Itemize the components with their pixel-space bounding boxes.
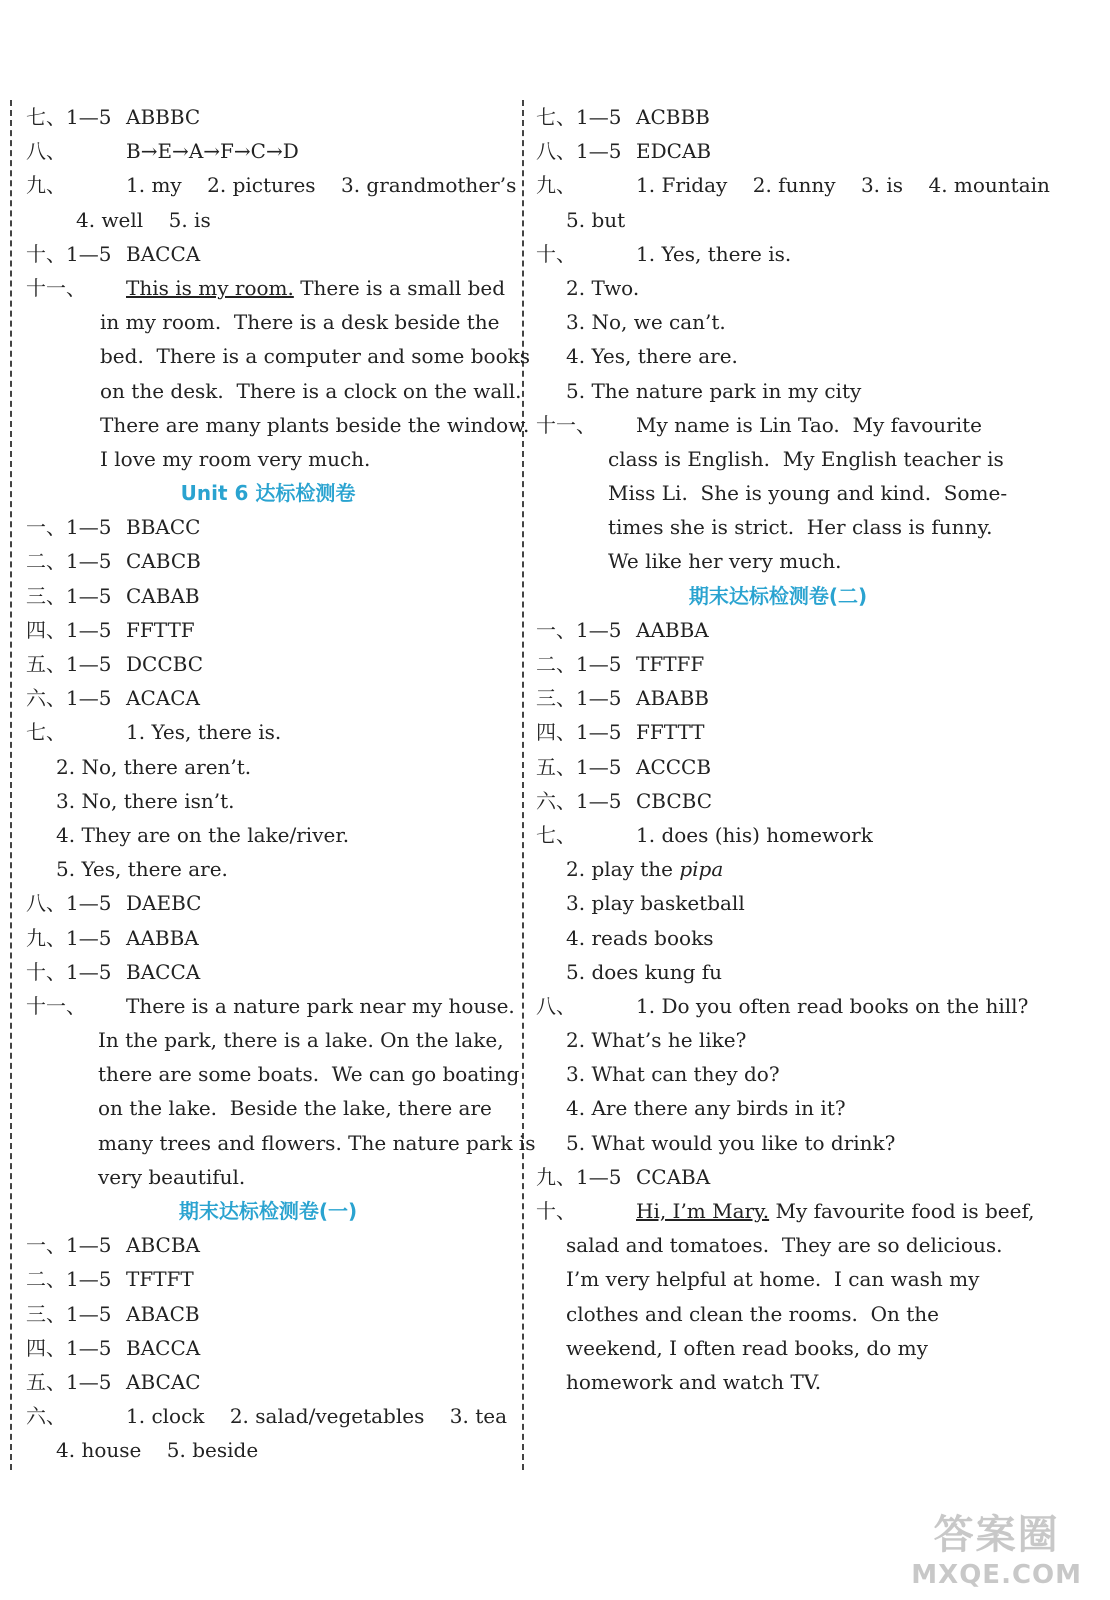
answer-text: salad and tomatoes. They are so delicious.: [566, 1233, 1003, 1258]
question-label: 十、: [536, 241, 576, 266]
answer-text: 2. No, there aren’t.: [56, 754, 252, 779]
watermark-logo: [911, 1503, 1082, 1590]
answer-text: BACCA: [126, 241, 201, 266]
answer-line: [536, 442, 1020, 476]
answer-text: There are many plants beside the window.: [100, 412, 530, 437]
answer-line: [26, 955, 510, 989]
answer-text: FFTTF: [126, 617, 195, 642]
answer-text: ABBBC: [126, 105, 201, 129]
answer-text: 3. play basketball: [566, 891, 745, 916]
answer-text: 5. What would you like to drink?: [566, 1130, 896, 1155]
answer-text: ABCBA: [126, 1233, 200, 1258]
answer-text: EDCAB: [636, 139, 712, 164]
answer-line: [26, 1091, 510, 1125]
answer-line: [536, 921, 1020, 955]
answer-line: [26, 305, 510, 339]
question-label: 六、1—5: [536, 788, 622, 813]
answer-text: CABAB: [126, 583, 200, 608]
question-label: 四、1—5: [26, 617, 112, 642]
question-label: 三、1—5: [536, 686, 622, 711]
question-label: 五、1—5: [26, 1369, 112, 1394]
answer-text: 4. Yes, there are.: [566, 344, 738, 369]
answer-text: AABBA: [126, 925, 199, 950]
answer-line: [536, 476, 1020, 510]
answer-text: BBACC: [126, 515, 201, 540]
answer-text: 5. does kung fu: [566, 959, 723, 984]
answer-text: 3. No, we can’t.: [566, 310, 726, 335]
question-label: 七、1—5: [536, 105, 622, 129]
answer-text: ABABB: [636, 686, 709, 711]
question-label: 十、1—5: [26, 959, 112, 984]
question-label: 十一、: [26, 275, 86, 300]
answer-text: 4. They are on the lake/river.: [56, 822, 350, 847]
question-label: 八、: [26, 139, 66, 164]
question-label: 七、: [536, 822, 576, 847]
answer-text: 4. reads books: [566, 925, 714, 950]
answer-text: bed. There is a computer and some books: [100, 344, 530, 369]
answer-line: [536, 647, 1020, 681]
answer-line: [536, 1194, 1035, 1228]
answer-line: [536, 339, 1020, 373]
watermark-line1: 答案圈: [933, 1512, 1060, 1558]
answer-line: [26, 1365, 510, 1399]
question-label: 三、1—5: [26, 583, 112, 608]
answer-text: I’m very helpful at home. I can wash my: [566, 1267, 980, 1292]
answer-line: [26, 681, 510, 715]
answer-text: 1. Do you often read books on the hill?: [636, 993, 1029, 1018]
answer-text: class is English. My English teacher is: [608, 446, 1004, 471]
answer-text: BACCA: [126, 959, 201, 984]
watermark-line2: MXQE.COM: [911, 1560, 1082, 1590]
answer-text: very beautiful.: [98, 1164, 246, 1189]
question-label: 八、: [536, 993, 576, 1018]
answer-line: [536, 544, 1020, 578]
answer-line: [26, 408, 530, 442]
answer-line: [536, 681, 1020, 715]
answer-text: DCCBC: [126, 652, 204, 676]
answer-text: My favourite food is beef,: [769, 1199, 1035, 1223]
question-label: 四、1—5: [536, 720, 622, 745]
answer-line: [26, 134, 510, 168]
question-label: 三、1—5: [26, 1301, 112, 1326]
answer-line: [26, 921, 510, 955]
left-column: [26, 100, 536, 1468]
answer-line: [536, 852, 1020, 886]
answer-line: [26, 271, 510, 305]
question-label: 八、1—5: [26, 891, 112, 916]
answer-line: [26, 852, 510, 886]
answer-line: [26, 100, 510, 134]
answer-text: 3. No, there isn’t.: [56, 788, 235, 813]
answer-text: 1. does (his) homework: [636, 822, 873, 847]
answer-line: [536, 1126, 1020, 1160]
answer-text: 1. Yes, there is.: [126, 720, 282, 745]
answer-line: [26, 1023, 510, 1057]
answer-text: 1. Friday 2. funny 3. is 4. mountain: [636, 173, 1050, 198]
section-heading: Unit 6 达标检测卷: [180, 481, 356, 506]
right-column: [536, 100, 1050, 1399]
answer-text: There is a small bed: [293, 275, 506, 300]
answer-line: [536, 1365, 1020, 1399]
answer-line: [536, 750, 1020, 784]
answer-line: [536, 237, 1020, 271]
underlined-opening: This is my room.: [126, 275, 294, 300]
answer-line: [26, 1126, 536, 1160]
question-label: 四、1—5: [26, 1335, 112, 1360]
question-label: 七、: [26, 720, 66, 745]
answer-line: [26, 237, 510, 271]
answer-text: TFTFF: [636, 652, 705, 676]
question-label: 一、1—5: [536, 617, 622, 642]
answer-text: TFTFT: [126, 1267, 194, 1292]
answer-text: CBCBC: [636, 788, 713, 813]
question-label: 五、1—5: [26, 652, 112, 676]
answer-line: [26, 647, 510, 681]
left-margin-divider: [10, 100, 12, 1470]
section-heading: 期末达标检测卷(一): [178, 1199, 358, 1223]
answer-line: [26, 339, 530, 373]
question-label: 五、1—5: [536, 754, 622, 779]
italic-word: pipa: [679, 857, 724, 882]
question-label: 二、1—5: [536, 652, 622, 676]
question-label: 八、1—5: [536, 139, 622, 164]
answer-line: [26, 544, 510, 578]
question-label: 六、: [26, 1404, 66, 1429]
answer-line: [26, 818, 510, 852]
question-label: 九、1—5: [536, 1164, 622, 1189]
answer-line: [536, 271, 1020, 305]
answer-line: [536, 100, 1020, 134]
answer-line: [536, 1262, 1020, 1296]
answer-line: [536, 1331, 1020, 1365]
answer-text: ACCCB: [636, 754, 712, 779]
answer-line: [536, 1160, 1020, 1194]
answer-text: ABCAC: [126, 1369, 201, 1394]
answer-text: there are some boats. We can go boating: [98, 1062, 520, 1087]
answer-line: [26, 1399, 510, 1433]
question-label: 一、1—5: [26, 1233, 112, 1258]
answer-text: ABACB: [126, 1301, 200, 1326]
answer-text: CCABA: [636, 1164, 711, 1189]
answer-text: 2. Two.: [566, 275, 640, 300]
answer-line: [536, 1297, 1020, 1331]
answer-line: [26, 1057, 520, 1091]
answer-line: [536, 374, 1020, 408]
answer-line: [26, 715, 510, 749]
answer-text: clothes and clean the rooms. On the: [566, 1301, 940, 1326]
answer-text: times she is strict. Her class is funny.: [608, 515, 993, 540]
question-label: 六、1—5: [26, 686, 112, 711]
answer-line: [536, 1091, 1020, 1125]
answer-line: [26, 886, 510, 920]
answer-line: [536, 989, 1029, 1023]
column-divider: [522, 100, 524, 1470]
answer-line: [536, 203, 1020, 237]
answer-line: [26, 1433, 510, 1467]
answer-line: [536, 1057, 1020, 1091]
question-label: 十、: [536, 1199, 576, 1223]
answer-line: [536, 613, 1020, 647]
answer-line: [26, 1160, 510, 1194]
answer-text: 1. Yes, there is.: [636, 241, 792, 266]
answer-line: [536, 818, 1020, 852]
answer-text: 3. What can they do?: [566, 1062, 780, 1087]
answer-text: In the park, there is a lake. On the lake,: [98, 1028, 504, 1053]
answer-text: 1. clock 2. salad/vegetables 3. tea: [126, 1404, 508, 1429]
answer-text: 5. Yes, there are.: [56, 857, 228, 882]
answer-line: [26, 374, 522, 408]
question-label: 九、: [536, 173, 576, 198]
answer-text: B→E→A→F→C→D: [126, 139, 299, 164]
answer-text: 4. Are there any birds in it?: [566, 1096, 846, 1121]
answer-text: on the lake. Beside the lake, there are: [98, 1096, 492, 1121]
answer-line: [536, 955, 1020, 989]
answer-text: on the desk. There is a clock on the wall.: [100, 378, 522, 403]
answer-text: FFTTT: [636, 720, 705, 745]
answer-line: [536, 886, 1020, 920]
answer-text: homework and watch TV.: [566, 1369, 822, 1394]
answer-text: DAEBC: [126, 891, 202, 916]
answer-text: ACACA: [126, 686, 200, 711]
answer-line: [26, 989, 515, 1023]
underlined-opening: Hi, I’m Mary.: [636, 1199, 770, 1223]
answer-text: ACBBB: [636, 105, 710, 129]
answer-text: My name is Lin Tao. My favourite: [636, 412, 983, 437]
answer-text: 1. my 2. pictures 3. grandmother’s: [126, 173, 517, 198]
answer-text: 2. What’s he like?: [566, 1028, 747, 1053]
answer-line: [536, 168, 1050, 202]
answer-line: [536, 408, 1020, 442]
answer-text: 2. play the: [566, 857, 680, 882]
question-label: 一、1—5: [26, 515, 112, 540]
answer-text: I love my room very much.: [100, 446, 371, 471]
answer-line: [26, 510, 510, 544]
answer-line: [536, 1228, 1020, 1262]
answer-text: AABBA: [636, 617, 709, 642]
answer-line: [26, 579, 510, 613]
answer-line: [26, 1331, 510, 1365]
question-label: 九、: [26, 173, 66, 198]
answer-line: [536, 784, 1020, 818]
question-label: 十、1—5: [26, 241, 112, 266]
answer-text: 4. well 5. is: [76, 207, 211, 232]
answer-line: [26, 442, 510, 476]
answer-line: [26, 168, 517, 202]
question-label: 十一、: [26, 993, 86, 1018]
answer-line: [536, 715, 1020, 749]
answer-line: [26, 203, 510, 237]
answer-line: [26, 750, 510, 784]
answer-line: [536, 134, 1020, 168]
answer-text: 5. but: [566, 207, 626, 232]
question-label: 七、1—5: [26, 105, 112, 129]
answer-line: [26, 1262, 510, 1296]
answer-line: [536, 510, 1020, 544]
question-label: 二、1—5: [26, 549, 112, 574]
answer-text: weekend, I often read books, do my: [566, 1335, 928, 1360]
answer-text: many trees and flowers. The nature park is: [98, 1130, 536, 1155]
answer-line: [26, 1228, 510, 1262]
answer-text: There is a nature park near my house.: [126, 993, 515, 1018]
answer-text: We like her very much.: [608, 549, 842, 574]
question-label: 九、1—5: [26, 925, 112, 950]
section-heading: 期末达标检测卷(二): [688, 583, 868, 608]
answer-text: Miss Li. She is young and kind. Some-: [608, 481, 1008, 506]
answer-line: [536, 1023, 1020, 1057]
answer-line: [26, 1297, 510, 1331]
answer-line: [536, 305, 1020, 339]
answer-line: [26, 784, 510, 818]
answer-text: CABCB: [126, 549, 201, 574]
answer-text: BACCA: [126, 1335, 201, 1360]
answer-text: 4. house 5. beside: [56, 1438, 259, 1463]
question-label: 二、1—5: [26, 1267, 112, 1292]
answer-text: 5. The nature park in my city: [566, 378, 862, 403]
answer-line: [26, 613, 510, 647]
answer-text: in my room. There is a desk beside the: [100, 310, 500, 335]
question-label: 十一、: [536, 412, 596, 437]
